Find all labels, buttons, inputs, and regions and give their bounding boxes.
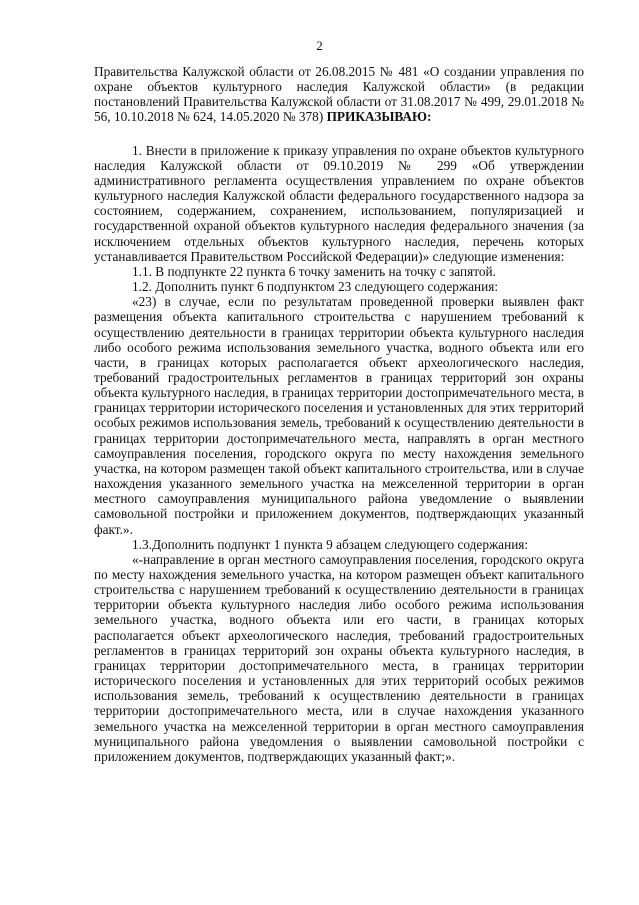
clause-1-3-paragraph: 1.3.Дополнить подпункт 1 пункта 9 абзацем следующего содержания: (132, 536, 529, 552)
page-number: 2 (316, 38, 323, 53)
preamble-paragraph (94, 64, 584, 125)
clause-1-1-paragraph: 1.1. В подпункте 22 пункта 6 точку заменить на точку с запятой. (132, 263, 496, 279)
clause-1-paragraph: 1. Внести в приложение к приказу управления по охране объектов культурного наследия Калужской области от 09.10.2019 № 299 «Об утверждении административного регламента осуществления управлением по охране объектов культурного наследия Калужской области федерального государственного надзора за состоянием, содержанием, сохранением, использованием, популяризацией и государственной охраной объектов культурного наследия федерального значения (за исключением отдельных объектов культурного наследия, перечень которых устанавливается Правительством Российской Федерации)» следующие изменения: (94, 142, 584, 264)
order-word: ПРИКАЗЫВАЮ: (326, 109, 432, 125)
subclause-23-paragraph: «23) в случае, если по результатам проведенной проверки выявлен факт размещения объекта капитального строительства с нарушением требований к осуществлению деятельности в границах территории объекта культурного наследия либо особого режима использования земельного участка, водного объекта или его части, в границах которых располагается объект археологического наследия, требований градостроительных регламентов в границах территорий зон охраны объекта культурного наследия, в границах территории достопримечательного места, в границах территории исторического поселения и установленных для этих территорий особых режимов использования земель, требований к осуществлению деятельности в границах территории достопримечательного места, направлять в орган местного самоуправления поселения, городского округа по месту нахождения земельного участка, на котором размещен такой объект капитального строительства, или в случае нахождения указанного земельного участка на межселенной территории в орган местного самоуправления муниципального района уведомление о выявлении самовольной постройки и приложением документов, подтверждающих указанный факт.». (94, 294, 584, 537)
document-body (94, 64, 584, 764)
clause-1-3-text-paragraph: «-направление в орган местного самоуправления поселения, городского округа по месту нахождения земельного участка, на котором размещен объект капитального строительства с нарушением требований к осуществлению деятельности в границах территории объекта культурного наследия либо особого режима использования земельного участка, водного объекта или его части, в границах которых располагается объект археологического наследия, требований градостроительных регламентов в границах территорий зон охраны объекта культурного наследия, в границах территории достопримечательного места, в границах территории исторического поселения и установленных для этих территорий особых режимов использования земель, требований к осуществлению деятельности в границах территории достопримечательного места, или в случае нахождения указанного земельного участка на межселенной территории в орган местного самоуправления муниципального района уведомления о выявлении самовольной постройки с приложением документов, подтверждающих указанный факт;». (94, 551, 584, 764)
clause-1-2-paragraph: 1.2. Дополнить пункт 6 подпунктом 23 следующего содержания: (132, 279, 499, 295)
paragraph-spacer (94, 125, 584, 143)
preamble-text: Правительства Калужской области от 26.08.2015 № 481 «О создании управления по охране объектов культурного наследия Калужской области» (в редакции постановлений Правительства Калужской области от 31.08.2017 № 499, 29.01.2018 № 56, 10.10.2018 № 624, 14.05.2020 № 378) (94, 64, 584, 125)
